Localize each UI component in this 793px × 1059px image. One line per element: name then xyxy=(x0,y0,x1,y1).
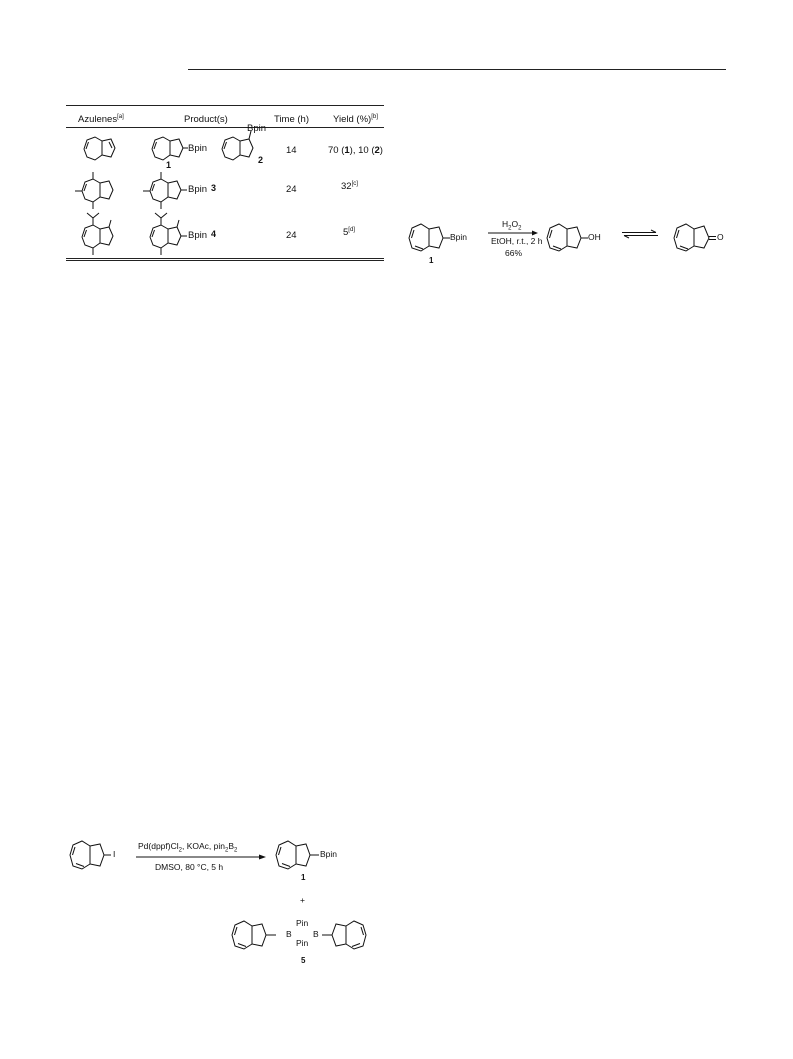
col-azulenes xyxy=(78,114,124,125)
dimer-pin-bottom: Pin xyxy=(296,938,309,948)
table-head-rule xyxy=(66,127,384,128)
product-3-label: 3 xyxy=(211,183,217,193)
col-azulenes-note: [a] xyxy=(117,114,124,120)
row3-yield xyxy=(343,227,355,238)
col-yield-label: Yield (%) xyxy=(333,114,372,126)
dimer-label: 5 xyxy=(301,956,306,965)
product-1-structure xyxy=(148,135,188,163)
dimer-pin-top: Pin xyxy=(296,918,309,928)
dimer-right-azulene xyxy=(320,918,384,952)
product-3-group: Bpin xyxy=(188,184,208,195)
col-azulenes-label: Azulenes xyxy=(78,114,118,126)
results-table xyxy=(66,105,384,265)
dimer-left-azulene xyxy=(228,918,288,952)
row2-time: 24 xyxy=(286,184,297,195)
carbonyl-oxygen: O xyxy=(717,232,724,242)
product-2-label: 2 xyxy=(258,155,264,165)
plus-sign: + xyxy=(300,895,305,905)
product-4-group: Bpin xyxy=(188,230,208,241)
azulene-structure-row1 xyxy=(80,135,120,163)
azulene-structure-row3 xyxy=(74,209,126,259)
row3-yield-value: 5 xyxy=(343,227,349,239)
dimer-boron-right: B xyxy=(313,929,319,939)
row1-yield: 70 (1), 10 (2) xyxy=(328,145,383,156)
row2-yield-note: [c] xyxy=(351,181,358,187)
product-4-structure xyxy=(142,209,194,259)
table-bottom-rule2 xyxy=(66,260,384,261)
oxidation-yield: 66% xyxy=(505,248,523,258)
col-time: Time (h) xyxy=(274,114,310,125)
product-3-structure xyxy=(142,171,194,211)
azulene-structure-row2 xyxy=(74,171,124,211)
hydroxy-group: OH xyxy=(588,232,601,242)
borylation-conditions: DMSO, 80 °C, 5 h xyxy=(155,862,224,872)
col-products: Product(s) xyxy=(184,114,228,125)
borylation-reagents: $Pd(dppf)Cl_2$, KOAc, $pin_2B_2$ xyxy=(138,841,238,854)
oxidation-conditions: EtOH, r.t., 2 h xyxy=(491,236,543,246)
oxidation-reactant-label: 1 xyxy=(429,256,434,265)
iodo-group: I xyxy=(113,849,116,859)
borylation-product-label: 1 xyxy=(301,873,306,882)
iodoazulene-structure xyxy=(66,838,128,872)
borylation-arrow xyxy=(136,854,266,860)
product-1-group: Bpin xyxy=(188,143,208,154)
row3-time: 24 xyxy=(286,230,297,241)
oxidation-reactant-group: Bpin xyxy=(450,232,468,242)
col-yield-note: [b] xyxy=(371,114,378,120)
product-4-label: 4 xyxy=(211,229,217,239)
table-top-rule xyxy=(66,105,384,106)
dimer-boron-left: B xyxy=(286,929,292,939)
product-2-structure xyxy=(218,135,258,163)
row2-yield xyxy=(341,181,358,192)
row3-yield-note: [d] xyxy=(348,227,355,233)
header-rule xyxy=(188,69,726,70)
product-2-group: Bpin xyxy=(247,123,267,134)
oxidation-reagent: $H_2O_2$ xyxy=(502,219,522,232)
product-1-label: 1 xyxy=(166,160,172,170)
row1-time: 14 xyxy=(286,145,297,156)
row2-yield-value: 32 xyxy=(341,181,352,193)
equilibrium-arrows xyxy=(620,230,660,238)
borylation-product-group: Bpin xyxy=(320,849,338,859)
col-yield xyxy=(333,114,378,125)
